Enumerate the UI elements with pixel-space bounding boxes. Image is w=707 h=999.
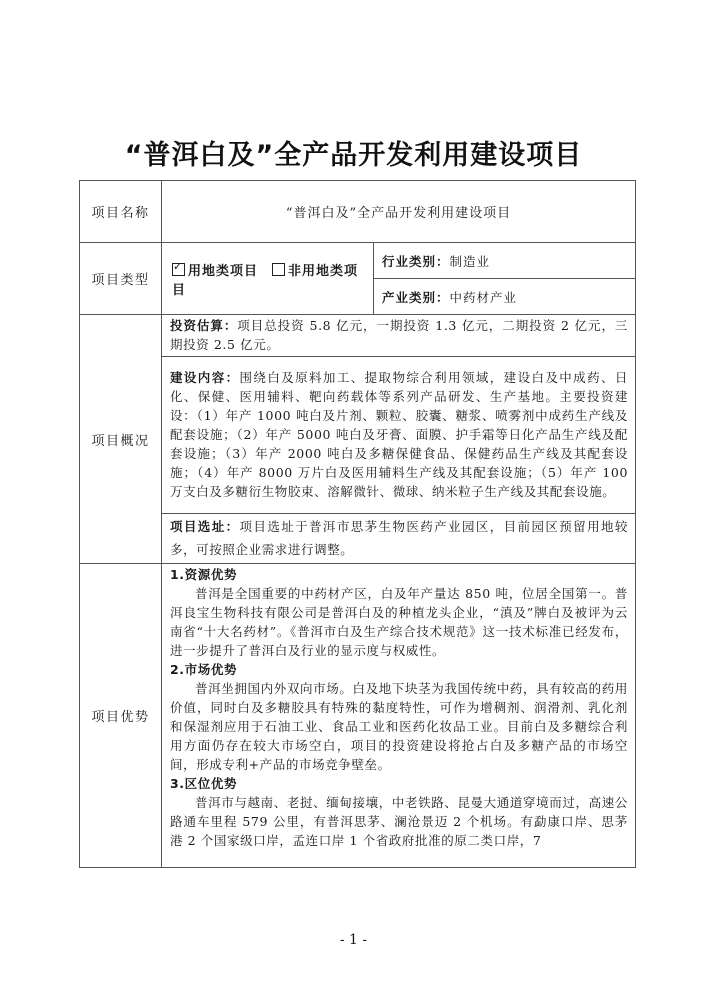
sector-category-label: 产业类别：	[382, 289, 450, 305]
project-name-value: “普洱白及”全产品开发利用建设项目	[162, 181, 636, 243]
checked-box-icon[interactable]	[172, 263, 185, 276]
industry-category-cell	[374, 243, 636, 279]
industry-category-label: 行业类别：	[382, 253, 450, 269]
project-name-label: 项目名称	[80, 181, 162, 243]
site-cell	[162, 514, 636, 564]
industry-category-value: 制造业	[449, 253, 491, 269]
location-advantage-text: 普洱市与越南、老挝、缅甸接壤，中老铁路、昆曼大通道穿境而过，高速公路通车里程 579 公里，有普洱思茅、澜沧景迈 2 个机场。有勐康口岸、思茅港 2 个国家级口岸，孟连口岸 1 个省政府批准的原二类口岸，7	[170, 795, 629, 848]
sector-category-value: 中药材产业	[449, 289, 518, 305]
advantages-cell	[162, 564, 636, 868]
row-investment	[80, 315, 636, 357]
investment-heading: 投资估算：	[170, 318, 238, 333]
project-type-options	[162, 243, 374, 315]
page-number: - 1 -	[339, 932, 368, 948]
overview-label: 项目概况	[80, 315, 162, 564]
row-advantages	[80, 564, 636, 868]
investment-text: 项目总投资 5.8 亿元，一期投资 1.3 亿元，二期投资 2 亿元，三期投资 2.5 亿元。	[170, 318, 628, 352]
row-site	[80, 514, 636, 564]
market-advantage-heading: 2.市场优势	[170, 662, 238, 677]
land-use-option[interactable]	[172, 264, 258, 279]
non-land-use-option-label: 非用地类项目	[172, 263, 359, 298]
advantages-label: 项目优势	[80, 564, 162, 868]
row-project-type	[80, 243, 636, 279]
land-use-option-label: 用地类项目	[188, 263, 259, 279]
unchecked-box-icon[interactable]	[272, 263, 285, 276]
market-advantage-text: 普洱坐拥国内外双向市场。白及地下块茎为我国传统中药，具有较高的药用价值，同时白及多糖胶具有特殊的黏度特性，可作为增稠剂、润滑剂、乳化剂和保湿剂应用于石油工业、食品工业和医药化妆品工业。目前白及多糖综合利用方面仍存在较大市场空白，项目的投资建设将抢占白及多糖产品的市场空间，形成专利+产品的市场竞争壁垒。	[170, 681, 629, 772]
project-table	[79, 180, 636, 868]
construction-text: 围绕白及原料加工、提取物综合利用领域，建设白及中成药、日化、保健、医用辅料、靶向药载体等系列产品研发、生产基地。主要投资建设：（1）年产 1000 吨白及片剂、颗粒、胶囊、糖浆、喷雾剂中成药生产线及配套设施；（2）年产 5000 吨白及牙膏、面膜、护手霜等日化产品生产线及配套设施；（3）年产 2000 吨白及多糖保健食品、保健药品生产线及其配套设施；（4）年产 8000 万片白及医用辅料生产线及其配套设施；（5）年产 100 万支白及多糖衍生物胶束、溶解微针、微球、纳米粒子生产线及其配套设施。	[170, 370, 629, 499]
row-project-name	[80, 181, 636, 243]
site-heading: 项目选址：	[170, 519, 240, 534]
location-advantage-heading: 3.区位优势	[170, 776, 238, 791]
resource-advantage-heading: 1.资源优势	[170, 567, 238, 582]
site-text: 项目选址于普洱市思茅生物医药产业园区，目前园区预留用地较多，可按照企业需求进行调整。	[170, 519, 628, 557]
sector-category-cell	[374, 279, 636, 315]
document-title: “普洱白及”全产品开发利用建设项目	[124, 140, 583, 171]
row-construction	[80, 357, 636, 514]
construction-cell	[162, 357, 636, 514]
resource-advantage-text: 普洱是全国重要的中药材产区，白及年产量达 850 吨，位居全国第一。普洱良宝生物科技有限公司是普洱白及的种植龙头企业，“滇及”牌白及被评为云南省“十大名药材”。《普洱市白及生产综合技术规范》这一技术标准已经发布，进一步提升了普洱白及行业的显示度与权威性。	[170, 586, 629, 658]
investment-cell	[162, 315, 636, 357]
construction-heading: 建设内容：	[170, 370, 240, 385]
project-type-label: 项目类型	[80, 243, 162, 315]
